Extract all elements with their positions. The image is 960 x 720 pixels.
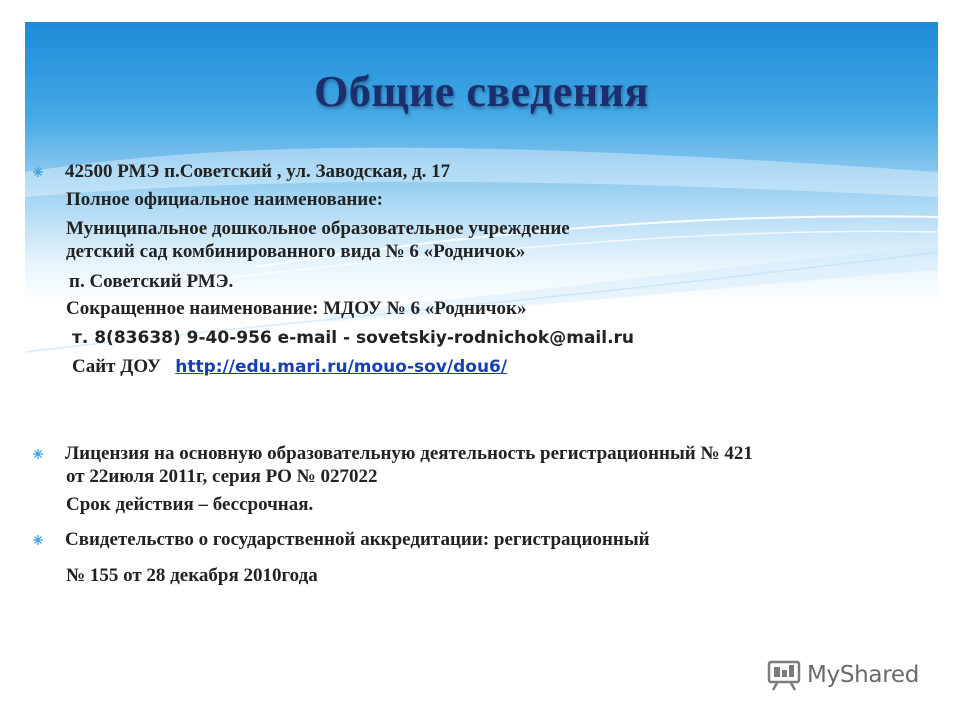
full-name-label: Полное официальное наименование: — [66, 189, 383, 210]
short-name-line: Сокращенное наименование: МДОУ № 6 «Родничок» — [66, 298, 527, 319]
full-name-line-2: детский сад комбинированного вида № 6 «Родничок» — [66, 241, 526, 262]
license-line-1: Лицензия на основную образовательную деятельность регистрационный № 421 — [65, 443, 753, 464]
license-line-3: Срок действия – бессрочная. — [66, 494, 314, 515]
bullet-snowflake-icon — [33, 535, 43, 545]
address-line: 42500 РМЭ п.Советский , ул. Заводская, д. 17 — [65, 161, 451, 182]
watermark-text: MyShared — [807, 662, 920, 688]
bullet-snowflake-icon — [33, 449, 43, 459]
license-line-2: от 22июля 2011г, серия РО № 027022 — [66, 466, 378, 487]
site-line — [72, 356, 507, 378]
full-name-line-3: п. Советский РМЭ. — [69, 271, 234, 292]
slide — [25, 22, 938, 698]
contacts-line: т. 8(83638) 9-40-956 e-mail - sovetskiy-rodnichok@mail.ru — [72, 328, 635, 348]
full-name-line-1: Муниципальное дошкольное образовательное учреждение — [66, 218, 570, 239]
watermark — [767, 660, 927, 692]
site-link[interactable]: http://edu.mari.ru/mouo-sov/dou6/ — [175, 357, 508, 377]
bullet-snowflake-icon — [33, 167, 43, 177]
site-label: Сайт ДОУ — [72, 356, 161, 377]
accreditation-line-1: Свидетельство о государственной аккредитации: регистрационный — [65, 529, 650, 550]
page-title: Общие сведения — [314, 67, 649, 116]
accreditation-line-2: № 155 от 28 декабря 2010года — [66, 565, 318, 586]
presentation-board-icon — [767, 660, 801, 692]
